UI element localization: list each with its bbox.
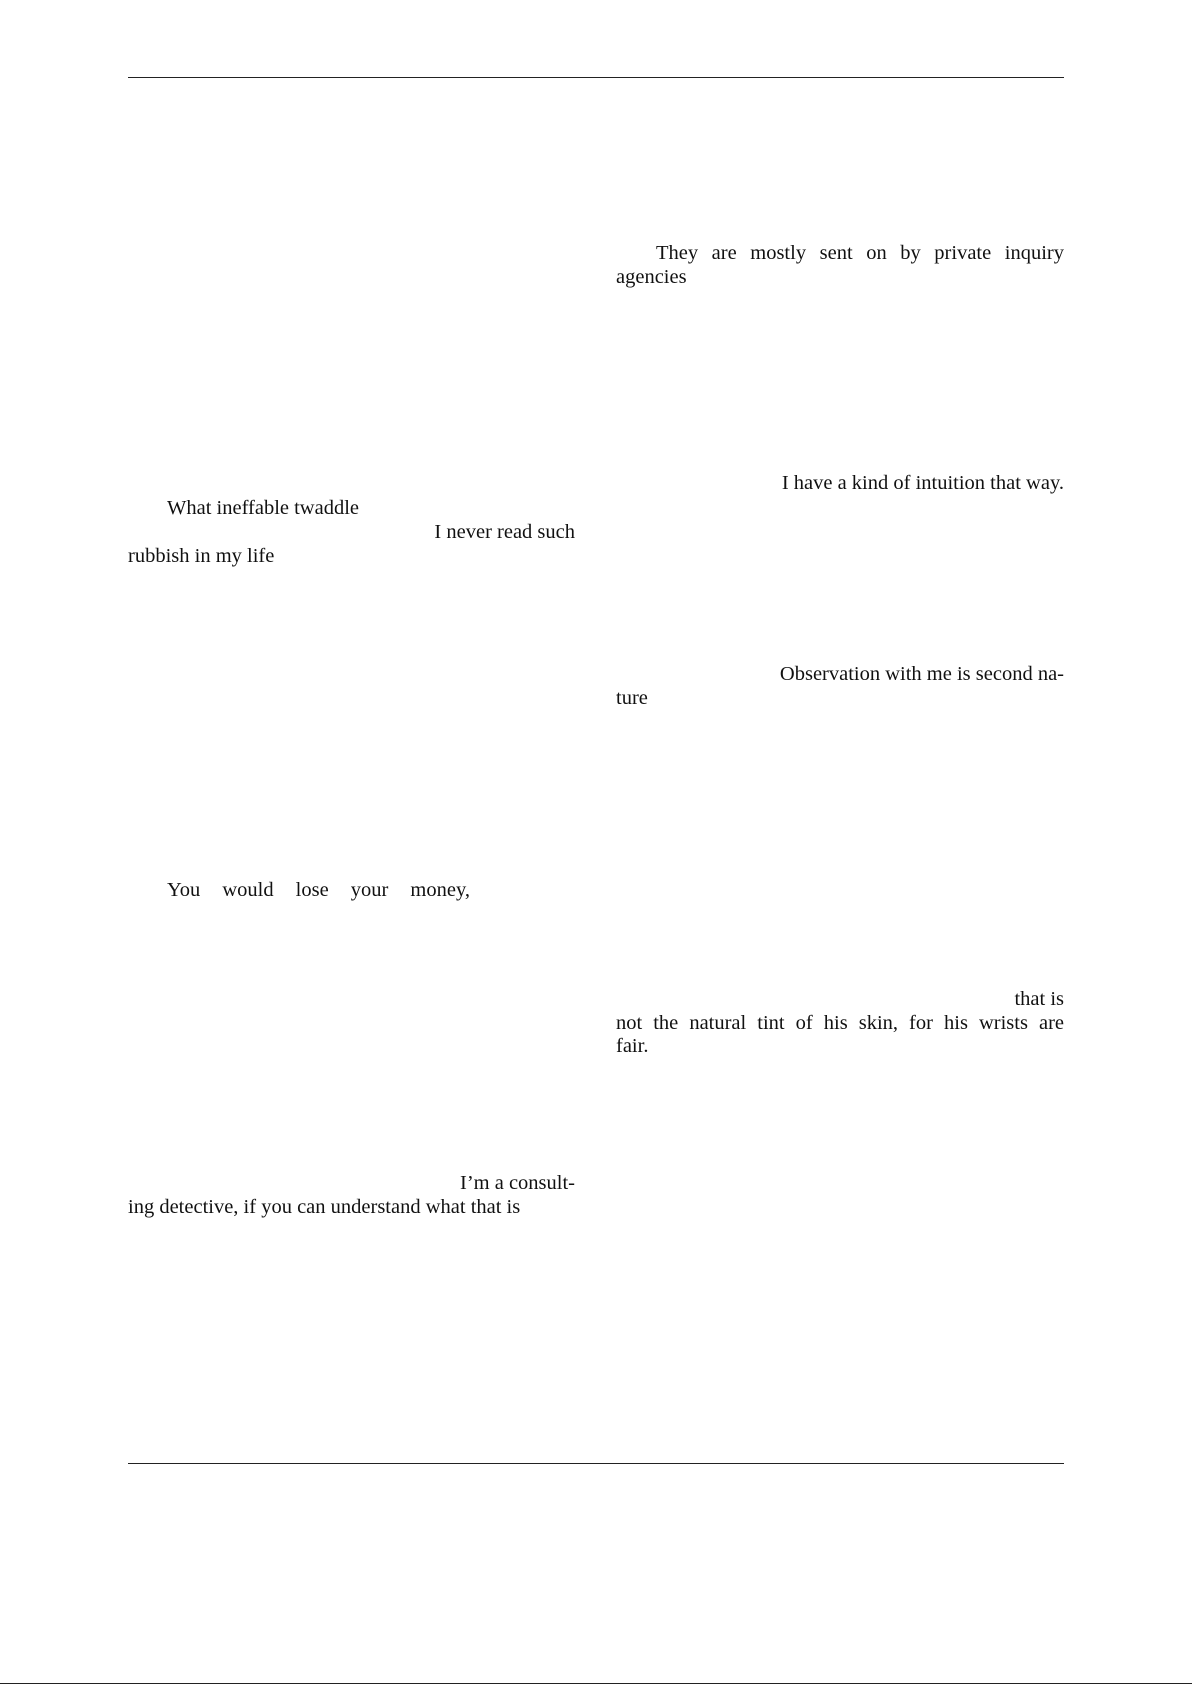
text-line: Observation with me is second na-	[779, 663, 1064, 685]
text-intuition	[616, 472, 1064, 496]
text-agencies	[616, 242, 1064, 289]
text-observation	[616, 663, 1064, 710]
text-line: that is	[1014, 988, 1064, 1010]
text-line: rubbish in my life	[128, 544, 275, 567]
footer-rule	[128, 1463, 1064, 1464]
text-line: What ineffable twaddle	[167, 497, 360, 519]
text-line: You would lose your money,	[167, 879, 470, 901]
text-skin	[616, 988, 1064, 1059]
text-rubbish	[128, 521, 575, 568]
text-line: I never read such	[434, 521, 575, 543]
text-line: agencies	[616, 265, 687, 288]
text-line: I’m a consult-	[460, 1172, 575, 1194]
text-money	[167, 879, 470, 903]
text-line: They are mostly sent on by private inquiry	[656, 242, 1064, 264]
page-edge-rule	[0, 1683, 1192, 1684]
header-rule	[128, 77, 1064, 78]
text-line: not the natural tint of his skin, for his wrists are	[616, 1011, 1064, 1034]
text-twaddle	[167, 497, 359, 521]
text-detective	[128, 1172, 575, 1219]
text-line: I have a kind of intuition that way.	[781, 472, 1064, 494]
text-line: fair.	[616, 1035, 649, 1057]
text-line: ing detective, if you can understand what that is	[128, 1195, 521, 1218]
text-line: ture	[616, 686, 648, 709]
